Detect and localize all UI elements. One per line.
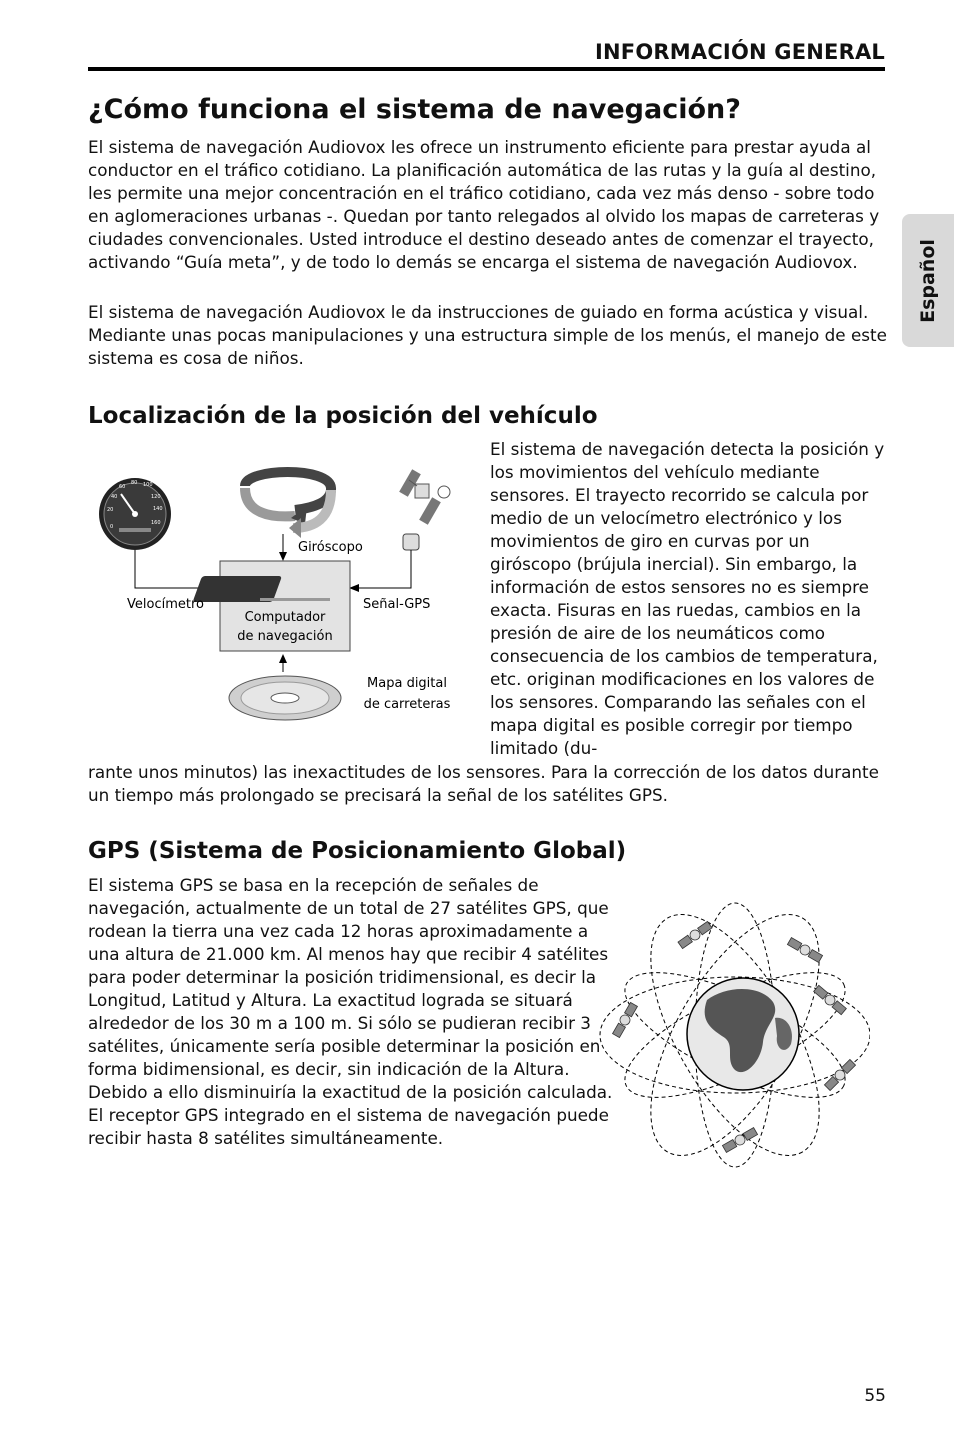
gps-signal-label: Señal-GPS [363,597,431,612]
gyroscope-icon [245,472,331,538]
gps-orbit-illustration [595,890,870,1170]
gps-text-block [88,874,613,1150]
gyroscope-label: Giróscopo [298,540,363,555]
intro-paragraph-1: El sistema de navegación Audiovox les ofrece un instrumento eficiente para prestar ayuda al conductor en el tráfico cotidiano. La planificación automática de las rutas y la guía al destino, les permite una mejor concentración en el tráfico cotidiano, cada vez más denso - sobre todo en aglomeraciones urbanas -. Quedan por tanto relegados al olvido los mapas de carreteras y ciudades convencionales. Usted introduce el destino deseado antes de comenzar el trayecto, activando “Guía meta”, y de todo lo demás se encarga el sistema de navegación Audiovox. [88,137,880,272]
section-title-gps: GPS (Sistema de Posicionamiento Global) [88,838,627,864]
page-number: 55 [864,1386,886,1406]
map-label-line1: Mapa digital [367,676,447,691]
header-rule [88,67,885,71]
earth-globe-icon [687,978,799,1090]
computer-label-line2: de navegación [237,629,333,644]
section-header: INFORMACIÓN GENERAL [595,40,885,64]
language-tab[interactable] [902,214,954,347]
cd-map-icon [229,676,341,720]
gauge-tick-label: 20 [107,507,114,513]
speedometer-label: Velocímetro [127,597,204,612]
gauge-tick-label: 0 [110,524,114,530]
satellite-icon [399,469,450,525]
gps-paragraph-2: El receptor GPS integrado en el sistema de navegación puede recibir hasta 8 satélites simultáneamente. [88,1105,609,1148]
gauge-tick-label: 60 [119,484,126,490]
section-title-localization: Localización de la posición del vehículo [88,403,598,429]
gauge-tick-label: 100 [143,482,153,488]
navigation-system-diagram [95,458,467,728]
computer-label-line1: Computador [244,610,326,625]
gauge-tick-label: 80 [131,480,138,486]
gauge-tick-label: 120 [151,494,161,500]
localization-paragraph: El sistema de navegación detecta la posición y los movimientos del vehículo mediante sensores. El trayecto recorrido se calcula por medio de un velocímetro electrónico y los movimientos de giro en curvas por un giróscopo (brújula inercial). Sin embargo, la información de estos sensores no es siempre exacta. Fisuras en las ruedas, cambios en la presión de aire de los neumáticos como consecuencia de los cambios de temperatura, etc. originan modificaciones en los valores de los sensores. Comparando las señales con el mapa digital es posible corregir por tiempo limitado (du- [490,439,885,758]
gauge-tick-label: 160 [151,520,161,526]
speedometer-icon [99,478,171,550]
language-tab-label: Español [917,238,939,323]
intro-paragraph-2: El sistema de navegación Audiovox le da instrucciones de guiado en forma acústica y visual. Mediante unas pocas manipulaciones y una estructura simple de los menús, el manejo de este sistema es cosa de niños. [88,302,887,368]
map-label-line2: de carreteras [363,697,451,712]
gps-paragraph: El sistema GPS se basa en la recepción de señales de navegación, actualmente de un total de 27 satélites GPS, que rodean la tierra una vez cada 12 horas aproximadamente a una altura de 21.000 km. Al menos hay que recibir 4 satélites para poder determinar la posición tridimensional, es decir la Longitud, Latitud y Altura. La exactitud lograda se situará alrededor de los 30 m a 100 m. Si sólo se pudieran recibir 3 satélites, únicamente sería posible determinar la posición en forma bidimensional, es decir, sin indicación de la Altura. Debido a ello disminuiría la exactitud de la posición calculada. [88,875,613,1102]
page-title: ¿Cómo funciona el sistema de navegación? [88,94,741,125]
localization-paragraph-continued: rante unos minutos) las inexactitudes de los sensores. Para la corrección de los datos durante un tiempo más prolongado se precisará la señal de los satélites GPS. [88,762,879,805]
gauge-tick-label: 140 [153,506,163,512]
gauge-tick-label: 40 [111,494,118,500]
